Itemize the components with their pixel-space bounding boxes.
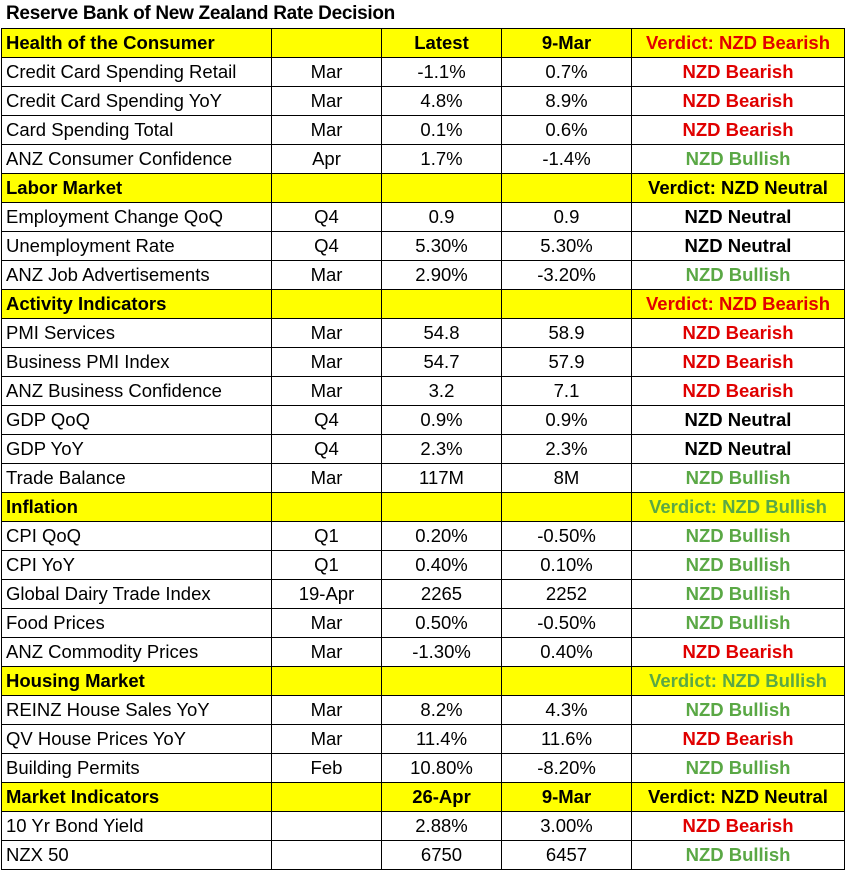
previous-value-cell: 57.9 (502, 348, 632, 377)
table-row (2, 609, 845, 638)
table-row (2, 348, 845, 377)
indicator-name-cell: QV House Prices YoY (2, 725, 272, 754)
previous-value-cell: 0.40% (502, 638, 632, 667)
table-row (2, 116, 845, 145)
previous-value-cell: 6457 (502, 841, 632, 870)
previous-value-cell: 11.6% (502, 725, 632, 754)
previous-value-cell: 0.6% (502, 116, 632, 145)
indicator-name-cell: GDP YoY (2, 435, 272, 464)
table-row (2, 696, 845, 725)
latest-value-cell: 2.3% (382, 435, 502, 464)
previous-value-cell: -8.20% (502, 754, 632, 783)
verdict-cell: Verdict: NZD Bullish (632, 667, 845, 696)
table-row (2, 377, 845, 406)
verdict-cell: Verdict: NZD Bullish (632, 493, 845, 522)
verdict-cell: Verdict: NZD Neutral (632, 174, 845, 203)
latest-value-cell: 54.7 (382, 348, 502, 377)
verdict-cell: NZD Bearish (632, 116, 845, 145)
indicator-name-cell: Unemployment Rate (2, 232, 272, 261)
period-cell: Q4 (272, 232, 382, 261)
latest-value-cell: Latest (382, 29, 502, 58)
table-row (2, 812, 845, 841)
period-cell (272, 174, 382, 203)
latest-value-cell (382, 174, 502, 203)
indicator-name-cell: NZX 50 (2, 841, 272, 870)
verdict-cell: NZD Bullish (632, 464, 845, 493)
verdict-cell: NZD Bullish (632, 609, 845, 638)
latest-value-cell (382, 493, 502, 522)
verdict-cell: NZD Bullish (632, 522, 845, 551)
period-cell: Mar (272, 58, 382, 87)
period-cell: Q4 (272, 406, 382, 435)
rate-decision-table (1, 28, 845, 870)
period-cell: Q4 (272, 203, 382, 232)
previous-value-cell: -1.4% (502, 145, 632, 174)
previous-value-cell (502, 493, 632, 522)
latest-value-cell: 117M (382, 464, 502, 493)
indicator-name-cell: Credit Card Spending YoY (2, 87, 272, 116)
indicator-name-cell: Activity Indicators (2, 290, 272, 319)
latest-value-cell: 0.1% (382, 116, 502, 145)
previous-value-cell: 9-Mar (502, 29, 632, 58)
latest-value-cell (382, 290, 502, 319)
indicator-name-cell: ANZ Consumer Confidence (2, 145, 272, 174)
latest-value-cell: 8.2% (382, 696, 502, 725)
verdict-cell: NZD Bearish (632, 348, 845, 377)
period-cell: Apr (272, 145, 382, 174)
table-row (2, 725, 845, 754)
verdict-cell: NZD Bearish (632, 377, 845, 406)
indicator-name-cell: Credit Card Spending Retail (2, 58, 272, 87)
verdict-cell: Verdict: NZD Neutral (632, 783, 845, 812)
indicator-name-cell: CPI QoQ (2, 522, 272, 551)
indicator-name-cell: Global Dairy Trade Index (2, 580, 272, 609)
verdict-cell: NZD Bearish (632, 319, 845, 348)
section-header-row (2, 667, 845, 696)
period-cell: Q1 (272, 522, 382, 551)
latest-value-cell: 2.90% (382, 261, 502, 290)
indicator-name-cell: Card Spending Total (2, 116, 272, 145)
verdict-cell: NZD Bullish (632, 145, 845, 174)
table-row (2, 87, 845, 116)
latest-value-cell: 54.8 (382, 319, 502, 348)
latest-value-cell: 2.88% (382, 812, 502, 841)
period-cell: Mar (272, 261, 382, 290)
table-row (2, 58, 845, 87)
table-body (2, 29, 845, 870)
table-row (2, 638, 845, 667)
previous-value-cell: 0.7% (502, 58, 632, 87)
table-row (2, 261, 845, 290)
verdict-cell: NZD Neutral (632, 232, 845, 261)
latest-value-cell: 5.30% (382, 232, 502, 261)
latest-value-cell: 0.40% (382, 551, 502, 580)
indicator-name-cell: GDP QoQ (2, 406, 272, 435)
period-cell: Mar (272, 725, 382, 754)
verdict-cell: NZD Bullish (632, 841, 845, 870)
section-header-row (2, 290, 845, 319)
previous-value-cell: 7.1 (502, 377, 632, 406)
indicator-name-cell: PMI Services (2, 319, 272, 348)
verdict-cell: NZD Bearish (632, 725, 845, 754)
indicator-name-cell: Building Permits (2, 754, 272, 783)
previous-value-cell: -0.50% (502, 609, 632, 638)
previous-value-cell: 4.3% (502, 696, 632, 725)
previous-value-cell: 0.10% (502, 551, 632, 580)
latest-value-cell: 6750 (382, 841, 502, 870)
latest-value-cell: 4.8% (382, 87, 502, 116)
indicator-name-cell: CPI YoY (2, 551, 272, 580)
period-cell: Mar (272, 377, 382, 406)
previous-value-cell: 0.9% (502, 406, 632, 435)
period-cell (272, 29, 382, 58)
period-cell: 19-Apr (272, 580, 382, 609)
latest-value-cell: 1.7% (382, 145, 502, 174)
indicator-name-cell: Health of the Consumer (2, 29, 272, 58)
verdict-cell: NZD Bullish (632, 696, 845, 725)
latest-value-cell: 2265 (382, 580, 502, 609)
section-header-row (2, 783, 845, 812)
latest-value-cell: 0.50% (382, 609, 502, 638)
table-row (2, 551, 845, 580)
previous-value-cell: 8.9% (502, 87, 632, 116)
previous-value-cell: 9-Mar (502, 783, 632, 812)
table-row (2, 319, 845, 348)
section-header-row (2, 493, 845, 522)
latest-value-cell: 26-Apr (382, 783, 502, 812)
period-cell: Mar (272, 348, 382, 377)
verdict-cell: NZD Bearish (632, 87, 845, 116)
previous-value-cell: 2252 (502, 580, 632, 609)
verdict-cell: NZD Neutral (632, 406, 845, 435)
verdict-cell: NZD Neutral (632, 203, 845, 232)
previous-value-cell: -3.20% (502, 261, 632, 290)
verdict-cell: NZD Bullish (632, 580, 845, 609)
period-cell: Q4 (272, 435, 382, 464)
verdict-cell: Verdict: NZD Bearish (632, 29, 845, 58)
period-cell: Mar (272, 609, 382, 638)
period-cell (272, 783, 382, 812)
table-row (2, 580, 845, 609)
indicator-name-cell: Trade Balance (2, 464, 272, 493)
table-row (2, 406, 845, 435)
previous-value-cell: 0.9 (502, 203, 632, 232)
period-cell (272, 667, 382, 696)
period-cell: Mar (272, 464, 382, 493)
previous-value-cell: 5.30% (502, 232, 632, 261)
latest-value-cell: 10.80% (382, 754, 502, 783)
verdict-cell: NZD Bullish (632, 551, 845, 580)
period-cell: Mar (272, 116, 382, 145)
previous-value-cell: 3.00% (502, 812, 632, 841)
indicator-name-cell: Food Prices (2, 609, 272, 638)
table-row (2, 754, 845, 783)
verdict-cell: NZD Neutral (632, 435, 845, 464)
latest-value-cell: -1.30% (382, 638, 502, 667)
table-row (2, 841, 845, 870)
table-row (2, 232, 845, 261)
page-title: Reserve Bank of New Zealand Rate Decision (6, 3, 395, 24)
latest-value-cell (382, 667, 502, 696)
period-cell (272, 841, 382, 870)
period-cell: Mar (272, 696, 382, 725)
verdict-cell: NZD Bearish (632, 812, 845, 841)
section-header-row (2, 174, 845, 203)
period-cell: Mar (272, 319, 382, 348)
latest-value-cell: 0.9% (382, 406, 502, 435)
section-header-row (2, 29, 845, 58)
verdict-cell: NZD Bullish (632, 261, 845, 290)
verdict-cell: NZD Bearish (632, 638, 845, 667)
previous-value-cell (502, 290, 632, 319)
indicator-name-cell: ANZ Business Confidence (2, 377, 272, 406)
latest-value-cell: 11.4% (382, 725, 502, 754)
period-cell (272, 493, 382, 522)
previous-value-cell: 2.3% (502, 435, 632, 464)
latest-value-cell: 0.9 (382, 203, 502, 232)
indicator-name-cell: Business PMI Index (2, 348, 272, 377)
table-row (2, 435, 845, 464)
verdict-cell: NZD Bearish (632, 58, 845, 87)
period-cell (272, 812, 382, 841)
previous-value-cell (502, 667, 632, 696)
verdict-cell: NZD Bullish (632, 754, 845, 783)
previous-value-cell (502, 174, 632, 203)
period-cell (272, 290, 382, 319)
previous-value-cell: 8M (502, 464, 632, 493)
period-cell: Mar (272, 87, 382, 116)
table-row (2, 145, 845, 174)
period-cell: Q1 (272, 551, 382, 580)
table-row (2, 203, 845, 232)
table-row (2, 522, 845, 551)
period-cell: Mar (272, 638, 382, 667)
period-cell: Feb (272, 754, 382, 783)
latest-value-cell: 0.20% (382, 522, 502, 551)
indicator-name-cell: Market Indicators (2, 783, 272, 812)
indicator-name-cell: Inflation (2, 493, 272, 522)
previous-value-cell: 58.9 (502, 319, 632, 348)
indicator-name-cell: REINZ House Sales YoY (2, 696, 272, 725)
indicator-name-cell: ANZ Commodity Prices (2, 638, 272, 667)
previous-value-cell: -0.50% (502, 522, 632, 551)
indicator-name-cell: Employment Change QoQ (2, 203, 272, 232)
table-row (2, 464, 845, 493)
indicator-name-cell: Housing Market (2, 667, 272, 696)
verdict-cell: Verdict: NZD Bearish (632, 290, 845, 319)
latest-value-cell: -1.1% (382, 58, 502, 87)
latest-value-cell: 3.2 (382, 377, 502, 406)
indicator-name-cell: Labor Market (2, 174, 272, 203)
indicator-name-cell: ANZ Job Advertisements (2, 261, 272, 290)
indicator-name-cell: 10 Yr Bond Yield (2, 812, 272, 841)
